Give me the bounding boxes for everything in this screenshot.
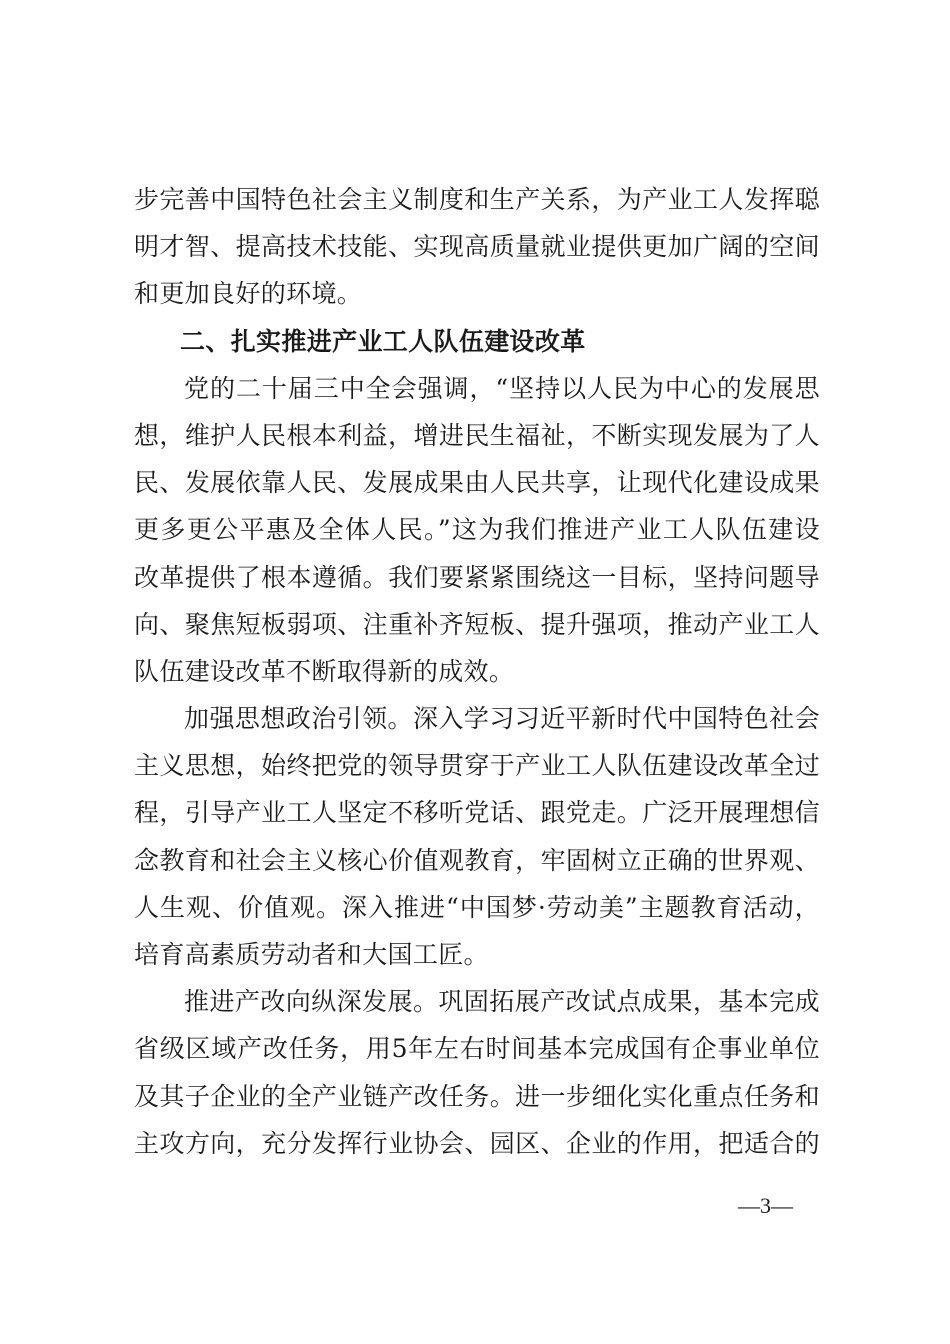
- paragraph-line: 想，维护人民根本利益，增进民生福祉，不断实现发展为了人: [134, 420, 820, 450]
- paragraph-line: 队伍建设改革不断取得新的成效。: [134, 656, 515, 686]
- paragraph-line: 培育高素质劳动者和大国工匠。: [134, 940, 489, 969]
- paragraph-line: 程，引导产业工人坚定不移听党话、跟党走。广泛开展理想信: [134, 798, 820, 828]
- paragraph-line: 推进产改向纵深发展。巩固拓展产改试点成果，基本完成: [184, 987, 820, 1017]
- paragraph-line: 主义思想，始终把党的领导贯穿于产业工人队伍建设改革全过: [134, 751, 820, 781]
- paragraph-line: 改革提供了根本遵循。我们要紧紧围绕这一目标，坚持问题导: [134, 562, 820, 592]
- paragraph-line: 念教育和社会主义核心价值观教育，牢固树立正确的世界观、: [134, 845, 820, 875]
- paragraph-line: 明才智、提高技术技能、实现高质量就业提供更加广阔的空间: [134, 232, 820, 262]
- paragraph-line: 加强思想政治引领。深入学习习近平新时代中国特色社会: [184, 704, 820, 734]
- paragraph-line: 省级区域产改任务，用5年左右时间基本完成国有企事业单位: [134, 1034, 820, 1064]
- paragraph-line: 民、发展依靠人民、发展成果由人民共享，让现代化建设成果: [134, 468, 820, 498]
- paragraph-line: 主攻方向，充分发挥行业协会、园区、企业的作用，把适合的: [134, 1128, 820, 1158]
- paragraph-line: 更多更公平惠及全体人民。”这为我们推进产业工人队伍建设: [134, 515, 820, 545]
- paragraph-line: 向、聚焦短板弱项、注重补齐短板、提升强项，推动产业工人: [134, 609, 820, 639]
- paragraph-line: 党的二十届三中全会强调，“坚持以人民为中心的发展思: [184, 373, 820, 403]
- paragraph-line: 和更加良好的环境。: [134, 279, 363, 309]
- paragraph-line: 步完善中国特色社会主义制度和生产关系，为产业工人发挥聪: [134, 185, 820, 214]
- paragraph-line: 人生观、价值观。深入推进“中国梦·劳动美”主题教育活动，: [134, 892, 820, 922]
- page-number: —3—: [738, 1193, 793, 1218]
- paragraph-line: 及其子企业的全产业链产改任务。进一步细化实化重点任务和: [134, 1081, 820, 1111]
- section-heading: 二、扎实推进产业工人队伍建设改革: [180, 326, 586, 356]
- document-body: [134, 176, 820, 1167]
